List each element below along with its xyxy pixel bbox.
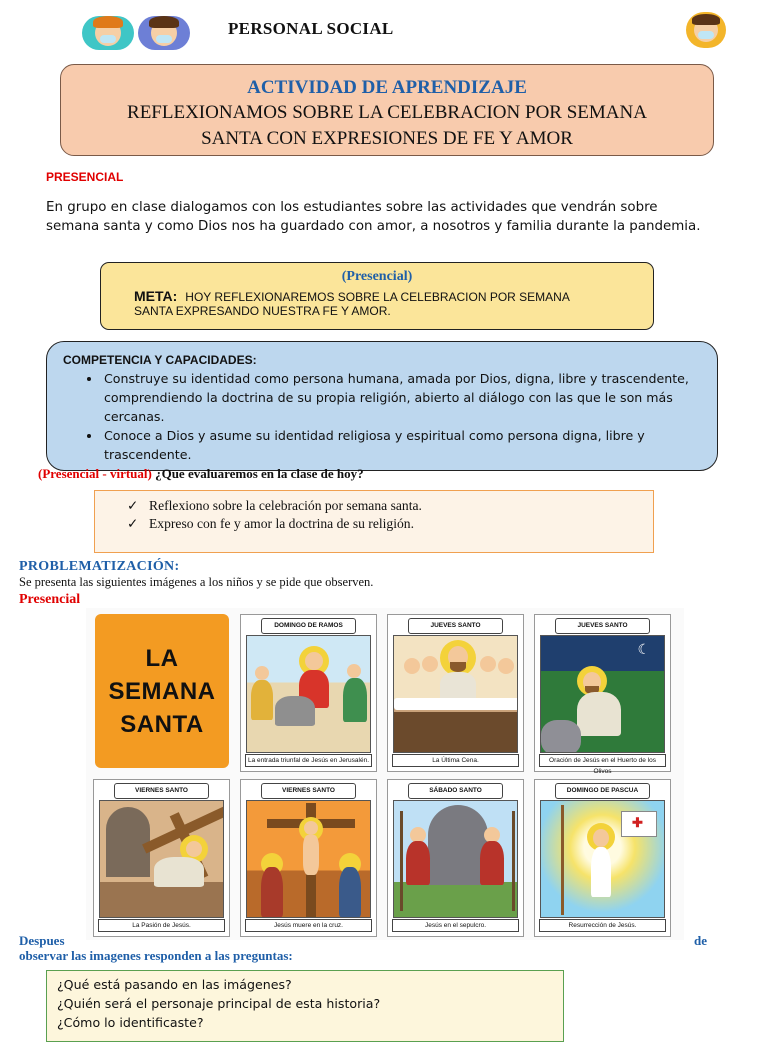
moon-icon: ☾ xyxy=(637,643,650,658)
evaluation-mode: (Presencial - virtual) xyxy=(38,466,152,481)
panel-header: VIERNES SANTO xyxy=(261,783,356,799)
checklist-item xyxy=(127,515,653,533)
kid-with-mask-icon-2 xyxy=(138,16,190,50)
panel-pasion xyxy=(93,779,230,937)
meta-label: META: xyxy=(134,288,178,304)
panel-illustration xyxy=(540,800,665,918)
panel-illustration xyxy=(246,800,371,918)
page-title: PERSONAL SOCIAL xyxy=(228,19,394,38)
semana-santa-title-line: SEMANA xyxy=(108,677,216,705)
panel-header: DOMINGO DE PASCUA xyxy=(555,783,650,799)
panel-caption: La entrada triunfal de Jesús en Jerusalén. xyxy=(245,754,372,767)
despues-instruction: observar las imagenes responden a las preguntas: xyxy=(19,948,293,963)
meta-text xyxy=(134,289,653,318)
panel-illustration xyxy=(393,635,518,753)
panel-caption: La Última Cena. xyxy=(392,754,519,767)
evaluation-question-text: ¿Que evaluaremos en la clase de hoy? xyxy=(155,466,364,481)
activity-title-box xyxy=(60,64,714,156)
panel-sepulcro xyxy=(387,779,524,937)
activity-title-line2: SANTA CON EXPRESIONES DE FE Y AMOR xyxy=(201,128,573,149)
evaluation-question xyxy=(38,466,364,482)
panel-caption: Resurrección de Jesús. xyxy=(539,919,666,932)
panel-muere-en-la-cruz xyxy=(240,779,377,937)
panel-header: DOMINGO DE RAMOS xyxy=(261,618,356,634)
despues-text: Despues xyxy=(19,933,65,948)
panel-illustration xyxy=(99,800,224,918)
semana-santa-title-line: LA xyxy=(145,644,179,672)
checklist-text: Reflexiono sobre la celebración por semana santa. xyxy=(149,498,422,513)
panel-huerto-de-los-olivos xyxy=(534,614,671,775)
activity-title-line1: REFLEXIONAMOS SOBRE LA CELEBRACION POR SEMANA xyxy=(127,102,647,123)
competencia-item: • Conoce a Dios y asume su identidad religiosa y espiritual como persona digna, libre y trascendente. xyxy=(102,426,717,464)
panel-header: JUEVES SANTO xyxy=(408,618,503,634)
problematizacion-text: Se presenta las siguientes imágenes a los niños y se pide que observen. xyxy=(19,575,374,589)
meta-heading: (Presencial) xyxy=(341,269,413,284)
meta-text-line1: HOY REFLEXIONAREMOS SOBRE LA CELEBRACION POR SEMANA xyxy=(185,290,570,304)
panel-caption: Jesús muere en la cruz. xyxy=(245,919,372,932)
checklist-item xyxy=(127,497,653,515)
meta-text-line2: SANTA EXPRESANDO NUESTRA FE Y AMOR. xyxy=(134,304,391,318)
check-icon: ✓ xyxy=(127,516,139,531)
competencia-list xyxy=(47,369,717,464)
panel-caption: Jesús en el sepulcro. xyxy=(392,919,519,932)
question-item: ¿Qué está pasando en las imágenes? xyxy=(57,977,292,992)
evaluation-checklist xyxy=(94,490,654,553)
question-item: ¿Quién será el personaje principal de esta historia? xyxy=(57,996,381,1011)
competencia-item: • Construye su identidad como persona humana, amada por Dios, digna, libre y trascendente, comprendiendo la doctrina de su propia religión, abierto al diálogo con las que le son más cercanas. xyxy=(102,369,717,426)
panel-illustration xyxy=(540,635,665,753)
despues-text-end: de xyxy=(694,933,707,948)
question-item: ¿Cómo lo identificaste? xyxy=(57,1015,204,1030)
problematizacion-heading: PROBLEMATIZACIÓN: xyxy=(19,559,180,574)
semana-santa-title-panel xyxy=(95,614,229,768)
panel-caption: Oración de Jesús en el Huerto de los Olivos xyxy=(539,754,666,767)
panel-illustration xyxy=(393,800,518,918)
panel-header: VIERNES SANTO xyxy=(114,783,209,799)
intro-paragraph: En grupo en clase dialogamos con los estudiantes sobre las actividades que vendrán sobre semana santa y como Dios nos ha guardado con amor, a nosotros y familia durante la pandemia. xyxy=(46,200,701,234)
meta-box xyxy=(100,262,654,330)
panel-ultima-cena xyxy=(387,614,524,772)
panel-header: SÁBADO SANTO xyxy=(408,783,503,799)
panel-caption: La Pasión de Jesús. xyxy=(98,919,225,932)
kid-with-mask-icon xyxy=(686,12,726,48)
cross-icon: ✚ xyxy=(632,815,643,830)
panel-illustration xyxy=(246,635,371,753)
check-icon: ✓ xyxy=(127,498,139,513)
problematizacion-mode: Presencial xyxy=(19,592,81,607)
competencia-heading: COMPETENCIA Y CAPACIDADES: xyxy=(63,353,257,367)
competencia-box xyxy=(46,341,718,471)
panel-header: JUEVES SANTO xyxy=(555,618,650,634)
semana-santa-title-line: SANTA xyxy=(120,710,204,738)
panel-domingo-de-ramos xyxy=(240,614,377,772)
questions-box xyxy=(46,970,564,1042)
presencial-label: PRESENCIAL xyxy=(46,170,124,184)
checklist-text: Expreso con fe y amor la doctrina de su religión. xyxy=(149,516,414,531)
kids-with-masks-icon xyxy=(82,16,134,50)
activity-heading: ACTIVIDAD DE APRENDIZAJE xyxy=(247,77,527,98)
panel-resurreccion xyxy=(534,779,671,937)
